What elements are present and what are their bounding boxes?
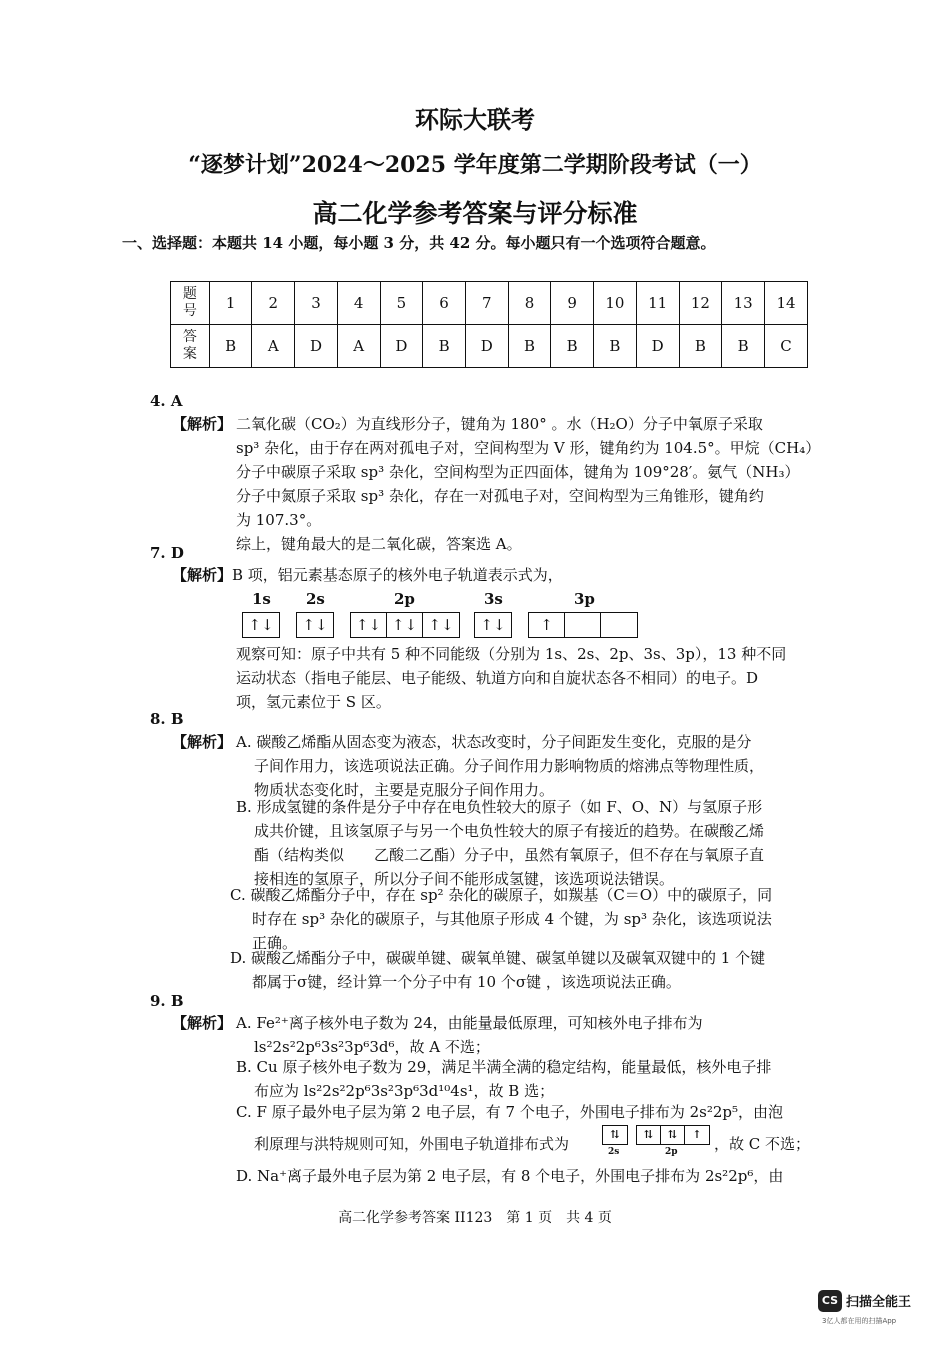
question-number: 2	[252, 282, 295, 325]
q9-option-c-end: ，故 C 不选；	[714, 1135, 811, 1153]
exam-brand-title: 环际大联考	[415, 105, 535, 134]
q7-explanation: 观察可知：原子中共有 5 种不同能级（分别为 1s、2s、2p、3s、3p），13 种不同 运动状态（指电子能层、电子能级、轨道方向和自旋状态各不相同）的电子。D 项，氢元素位于 S 区。	[236, 645, 787, 711]
answer-cell: D	[636, 325, 679, 368]
orbital-box-1s	[242, 612, 280, 638]
orbital-cell: ↑↓	[387, 613, 423, 637]
orbital-cell: ↑↓	[428, 616, 454, 634]
q4-label: 4. A	[150, 392, 183, 410]
answer-cell: A	[337, 325, 380, 368]
orbital-cell: ⇅	[661, 1126, 685, 1144]
page-footer: 高二化学参考答案 II123 第 1 页 共 4 页	[338, 1210, 612, 1226]
q9-option-a: A. Fe²⁺离子核外电子数为 24，由能量最低原理，可知核外电子排布为 ls²2s²2p⁶3s²3p⁶3d⁶，故 A 不选；	[236, 1014, 703, 1056]
watermark-name: 扫描全能王	[846, 1295, 912, 1310]
mini-label-2s: 2s	[608, 1147, 620, 1157]
orbital-cell: ⇅	[610, 1128, 620, 1141]
orbital-cell: ↑↓	[480, 616, 506, 634]
mini-orbital-2p	[636, 1125, 710, 1145]
answer-cell: B	[722, 325, 765, 368]
q4-tag: 【解析】	[172, 415, 233, 433]
orbital-box-2p	[350, 612, 460, 638]
q9-option-b: B. Cu 原子核外电子数为 29，满足半满全满的稳定结构，能量最低，核外电子排 布应为 ls²2s²2p⁶3s²3p⁶3d¹⁰4s¹，故 B 选；	[236, 1058, 772, 1100]
question-number: 7	[465, 282, 508, 325]
watermark-tagline: 3亿人都在用的扫描App	[822, 1317, 897, 1325]
answer-cell: D	[380, 325, 423, 368]
q8-tag: 【解析】	[172, 733, 233, 751]
q9-label: 9. B	[150, 992, 184, 1010]
orbital-cell: ↑↓	[351, 613, 387, 637]
orbital-label-3p: 3p	[574, 590, 595, 608]
question-number: 3	[295, 282, 338, 325]
question-number: 1	[209, 282, 252, 325]
question-number: 10	[594, 282, 637, 325]
orbital-cell	[601, 613, 637, 637]
answer-table	[170, 281, 808, 368]
q9-option-c-line1: C. F 原子最外电子层为第 2 电子层，有 7 个电子，外围电子排布为 2s²2p⁵，由泡	[236, 1103, 783, 1121]
orbital-cell: ⇅	[637, 1126, 661, 1144]
mini-label-2p: 2p	[665, 1147, 678, 1157]
answer-cell: D	[465, 325, 508, 368]
orbital-cell: ↑↓	[248, 616, 274, 634]
question-number: 5	[380, 282, 423, 325]
orbital-cell: ↑↓	[302, 616, 328, 634]
q8-label: 8. B	[150, 710, 184, 728]
q8-option-c: C. 碳酸乙烯酯分子中，存在 sp² 杂化的碳原子，如羰基（C＝O）中的碳原子，同 时存在 sp³ 杂化的碳原子，与其他原子形成 4 个键，为 sp³ 杂化，该选项说法 正确。	[230, 886, 773, 952]
question-number: 6	[423, 282, 466, 325]
row-header-answer: 答 案	[171, 325, 210, 368]
question-number: 4	[337, 282, 380, 325]
q9-option-d: D. Na⁺离子最外电子层为第 2 电子层，有 8 个电子，外围电子排布为 2s²2p⁶，由	[236, 1167, 784, 1185]
orbital-box-3s	[474, 612, 512, 638]
answer-table-number-row	[171, 282, 808, 325]
q4-explanation: 二氧化碳（CO₂）为直线形分子，键角为 180° 。水（H₂O）分子中氧原子采取 sp³ 杂化，由于存在两对孤电子对，空间构型为 V 形，键角约为 104.5°。甲烷（CH₄） 分子中碳原子采取 sp³ 杂化，空间构型为正四面体，键角为 109°28′。氨气（NH₃） 分子中氮原子采取 sp³ 杂化，存在一对孤电子对，空间构型为三角锥形，键角约 为 107.3°。 综上，键角最大的是二氧化碳，答案选 A。	[236, 415, 821, 553]
question-number: 14	[765, 282, 808, 325]
q9-tag: 【解析】	[172, 1014, 233, 1032]
answer-cell: A	[252, 325, 295, 368]
question-number: 12	[679, 282, 722, 325]
orbital-box-3p	[528, 612, 638, 638]
question-number: 9	[551, 282, 594, 325]
answer-cell: B	[423, 325, 466, 368]
question-number: 8	[508, 282, 551, 325]
orbital-label-1s: 1s	[252, 590, 271, 608]
answer-cell: B	[551, 325, 594, 368]
orbital-cell: ↑	[529, 613, 565, 637]
orbital-label-3s: 3s	[484, 590, 503, 608]
exam-title: “逐梦计划”2024～2025 学年度第二学期阶段考试（一）	[188, 152, 762, 178]
orbital-label-2p: 2p	[394, 590, 415, 608]
q8-option-d: D. 碳酸乙烯酯分子中，碳碳单键、碳氧单键、碳氢单键以及碳氧双键中的 1 个键 都属于σ键，经计算一个分子中有 10 个σ键 ，该选项说法正确。	[230, 949, 766, 991]
answer-cell: C	[765, 325, 808, 368]
q8-option-b: B. 形成氢键的条件是分子中存在电负性较大的原子（如 F、O、N）与氢原子形 成共价键，且该氢原子与另一个电负性较大的原子有接近的趋势。在碳酸乙烯 酯（结构类似 乙酸二乙酯）分子中，虽然有氧原子，但不存在与氧原子直 接相连的氢原子，所以分子间不能形成氢键，该选项说法错误。	[236, 798, 765, 888]
answer-table-answer-row	[171, 325, 808, 368]
answer-cell: B	[594, 325, 637, 368]
orbital-label-2s: 2s	[306, 590, 325, 608]
answer-cell: D	[295, 325, 338, 368]
q7-intro: 【解析】B 项，铝元素基态原子的核外电子轨道表示式为，	[172, 566, 563, 584]
question-number: 11	[636, 282, 679, 325]
q9-option-c-line2: 利原理与洪特规则可知，外围电子轨道排布式为	[254, 1135, 570, 1153]
answer-cell: B	[679, 325, 722, 368]
answer-cell: B	[508, 325, 551, 368]
q8-option-a: A. 碳酸乙烯酯从固态变为液态，状态改变时，分子间距发生变化，克服的是分 子间作用力，该选项说法正确。分子间作用力影响物质的熔沸点等物理性质， 物质状态变化时，主要是克服分子间作用力。	[236, 733, 765, 799]
question-number: 13	[722, 282, 765, 325]
answer-cell: B	[209, 325, 252, 368]
orbital-cell: ↑	[692, 1128, 702, 1141]
orbital-cell	[565, 613, 601, 637]
document-title: 高二化学参考答案与评分标准	[312, 199, 638, 228]
orbital-box-2s	[296, 612, 334, 638]
q7-label: 7. D	[150, 544, 184, 562]
mini-orbital-2s	[602, 1125, 628, 1145]
cs-logo-icon: CS	[818, 1290, 842, 1312]
section-heading: 一、选择题：本题共 14 小题，每小题 3 分，共 42 分。每小题只有一个选项符合题意。	[122, 234, 716, 252]
row-header-number: 题 号	[171, 282, 210, 325]
